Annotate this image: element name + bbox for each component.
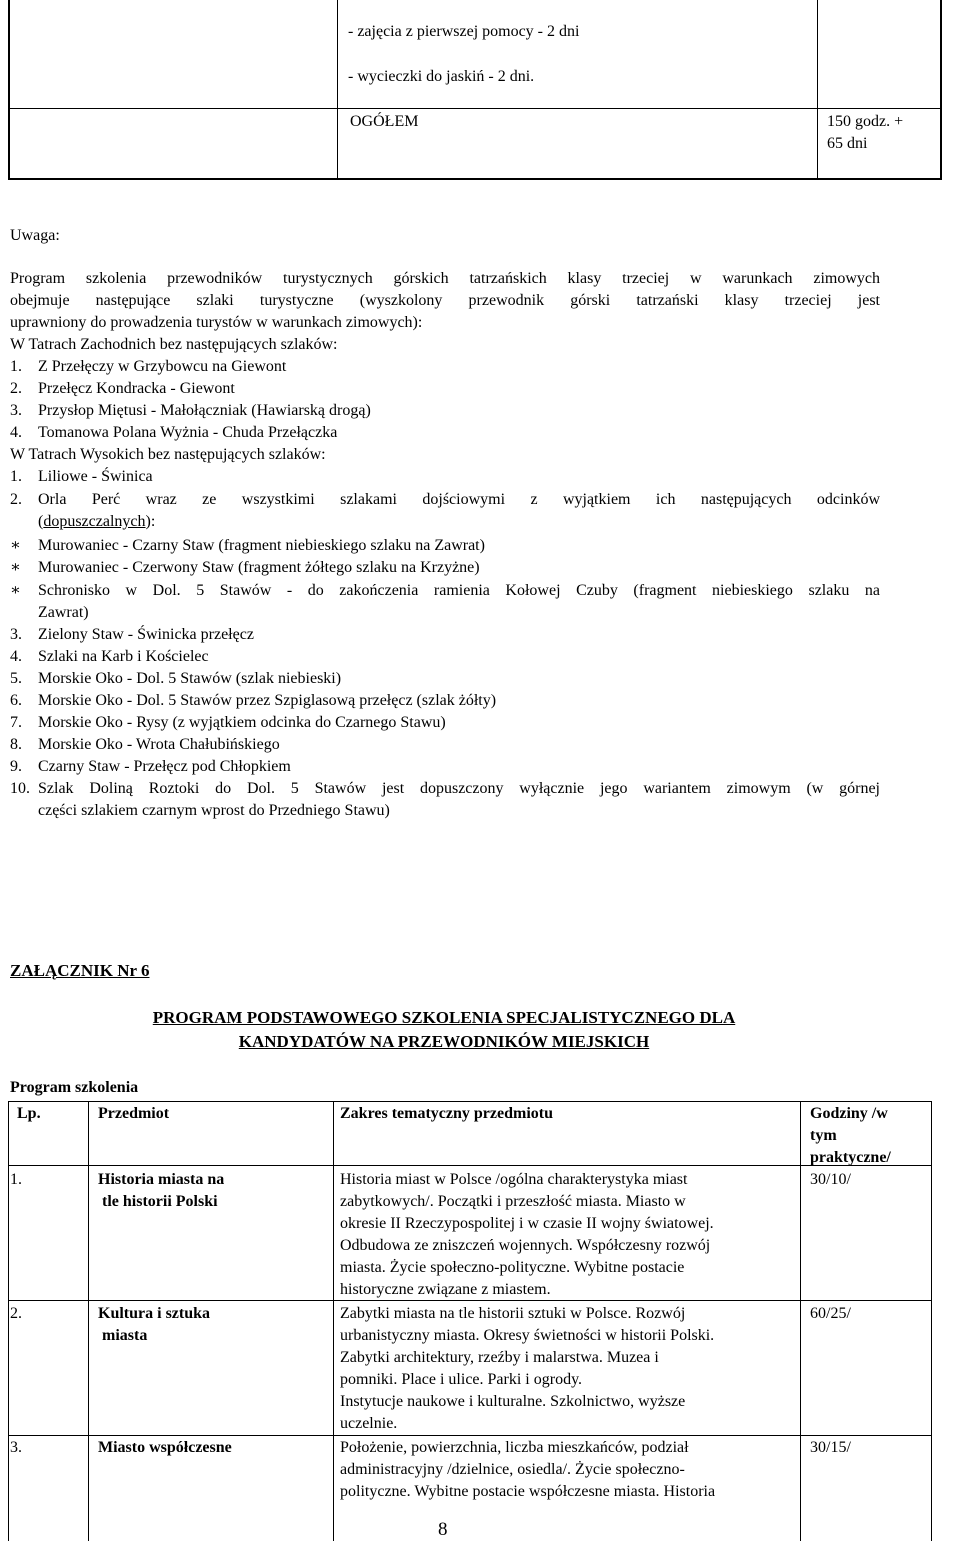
header-subject: Przedmiot (98, 1105, 170, 1122)
list-item-number: 1. (10, 358, 22, 375)
list-item-number: 3. (10, 626, 22, 643)
western-tatras-heading: W Tatrach Zachodnich bez następujących szlaków: (10, 336, 338, 353)
total-value-days: 65 dni (827, 135, 868, 152)
bullet-icon: ∗ (10, 537, 21, 554)
annex-title: ZAŁĄCZNIK Nr 6 (10, 961, 150, 980)
bullet-item: Schronisko w Dol. 5 Stawów - do zakończenia ramienia Kołowej Czuby (fragment niebieskiego szlaku na (38, 582, 880, 599)
list-item-number: 3. (10, 402, 22, 419)
list-item: Morskie Oko - Wrota Chałubińskiego (38, 736, 280, 753)
list-item-number: 1. (10, 468, 22, 485)
row-hours: 60/25/ (810, 1305, 851, 1322)
list-item-continuation: (dopuszczalnych): (38, 513, 156, 530)
annex-heading-line-1: PROGRAM PODSTAWOWEGO SZKOLENIA SPECJALISTYCZNEGO DLA (152, 1008, 736, 1027)
row-subject: miasta (102, 1327, 148, 1344)
row-scope: Odbudowa ze zniszczeń wojennych. Współczesny rozwój (340, 1237, 711, 1254)
bullet-icon: ∗ (10, 582, 21, 599)
activity-caves: - wycieczki do jaskiń - 2 dni. (348, 68, 535, 85)
list-item-number: 4. (10, 648, 22, 665)
row-scope: pomniki. Place i ulice. Parki i ogrody. (340, 1371, 583, 1388)
row-scope: zabytkowych/. Początki i przeszłość miasta. Miasto w (340, 1193, 686, 1210)
list-item-number: 2. (10, 380, 22, 397)
row-scope: Historia miast w Polsce /ogólna charakterystyka miast (340, 1171, 688, 1188)
row-scope: urbanistyczny miasta. Okresy świetności w historii Polski. (340, 1327, 715, 1344)
note-intro-line-1: Program szkolenia przewodników turystycznych górskich tatrzańskich klasy trzeciej w warunkach zimowych (10, 270, 880, 287)
list-item: Przysłop Miętusi - Małołączniak (Hawiarską drogą) (38, 402, 371, 419)
header-hours: praktyczne/ (810, 1149, 891, 1166)
list-item: Tomanowa Polana Wyżnia - Chuda Przełączka (38, 424, 338, 441)
row-scope: polityczne. Wybitne postacie współczesne miasta. Historia (340, 1483, 716, 1500)
list-item: Liliowe - Świnica (38, 468, 153, 485)
row-scope: Położenie, powierzchnia, liczba mieszkańców, podział (340, 1439, 689, 1456)
row-scope: Instytucje naukowe i kulturalne. Szkolnictwo, wyższe (340, 1393, 686, 1410)
header-hours: Godziny /w (810, 1105, 888, 1122)
program-label: Program szkolenia (10, 1079, 139, 1096)
note-heading: Uwaga: (10, 227, 60, 244)
row-scope: uczelnie. (340, 1415, 398, 1432)
list-item-number: 6. (10, 692, 22, 709)
list-item: Czarny Staw - Przełęcz pod Chłopkiem (38, 758, 291, 775)
list-item: Morskie Oko - Dol. 5 Stawów (szlak niebieski) (38, 670, 342, 687)
annex-heading-line-2: KANDYDATÓW NA PRZEWODNIKÓW MIEJSKICH (238, 1032, 650, 1051)
list-item-continuation: części szlakiem czarnym wprost do Przedniego Stawu) (38, 802, 390, 819)
activity-first-aid: - zajęcia z pierwszej pomocy - 2 dni (348, 23, 580, 40)
total-value-hours: 150 godz. + (827, 113, 904, 130)
list-item-number: 7. (10, 714, 22, 731)
header-scope: Zakres tematyczny przedmiotu (340, 1105, 553, 1122)
row-subject: Historia miasta na (98, 1171, 225, 1188)
row-lp: 2. (10, 1305, 22, 1322)
row-subject: tle historii Polski (102, 1193, 218, 1210)
list-item-number: 5. (10, 670, 22, 687)
row-scope: Zabytki miasta na tle historii sztuki w Polsce. Rozwój (340, 1305, 686, 1322)
row-subject: Miasto współczesne (98, 1439, 232, 1456)
list-item: Szlaki na Karb i Kościelec (38, 648, 209, 665)
list-item-number: 10. (10, 780, 30, 797)
bullet-icon: ∗ (10, 559, 21, 576)
header-lp: Lp. (17, 1105, 41, 1122)
row-scope: okresie II Rzeczypospolitej i w czasie II wojny światowej. (340, 1215, 714, 1232)
row-hours: 30/15/ (810, 1439, 851, 1456)
list-item-number: 9. (10, 758, 22, 775)
row-lp: 3. (10, 1439, 22, 1456)
note-intro-line-3: uprawniony do prowadzenia turystów w warunkach zimowych): (10, 314, 423, 331)
high-tatras-heading: W Tatrach Wysokich bez następujących szlaków: (10, 446, 326, 463)
row-scope: administracyjny /dzielnice, osiedla/. Życie społeczno- (340, 1461, 685, 1478)
row-lp: 1. (10, 1171, 22, 1188)
list-item: Z Przełęczy w Grzybowcu na Giewont (38, 358, 287, 375)
list-item: Przełęcz Kondracka - Giewont (38, 380, 235, 397)
bullet-item: Murowaniec - Czarny Staw (fragment niebieskiego szlaku na Zawrat) (38, 537, 485, 554)
header-hours: tym (810, 1127, 837, 1144)
list-item: Morskie Oko - Rysy (z wyjątkiem odcinka do Czarnego Stawu) (38, 714, 446, 731)
bullet-item-continuation: Zawrat) (38, 604, 89, 621)
note-intro-line-2: obejmuje następujące szlaki turystyczne (wyszkolony przewodnik górski tatrzański klasy trzeciej jest (10, 292, 880, 309)
list-item-number: 8. (10, 736, 22, 753)
list-item: Morskie Oko - Dol. 5 Stawów przez Szpiglasową przełęcz (szlak żółty) (38, 692, 497, 709)
row-subject: Kultura i sztuka (98, 1305, 211, 1322)
list-item-number: 4. (10, 424, 22, 441)
page-number: 8 (438, 1519, 448, 1540)
total-label: OGÓŁEM (350, 113, 419, 130)
row-hours: 30/10/ (810, 1171, 851, 1188)
row-scope: historyczne związane z miastem. (340, 1281, 551, 1298)
list-item: Szlak Doliną Roztoki do Dol. 5 Stawów jest dopuszczony wyłącznie jego wariantem zimowym (w górnej (38, 780, 880, 797)
list-item-number: 2. (10, 491, 22, 508)
row-scope: Zabytki architektury, rzeźby i malarstwa. Muzea i (340, 1349, 659, 1366)
row-scope: miasta. Życie społeczno-polityczne. Wybitne postacie (340, 1259, 685, 1276)
list-item: Orla Perć wraz ze wszystkimi szlakami dojściowymi z wyjątkiem ich następujących odcinków (38, 491, 880, 508)
bullet-item: Murowaniec - Czerwony Staw (fragment żółtego szlaku na Krzyżne) (38, 559, 480, 576)
list-item: Zielony Staw - Świnicka przełęcz (38, 626, 254, 643)
